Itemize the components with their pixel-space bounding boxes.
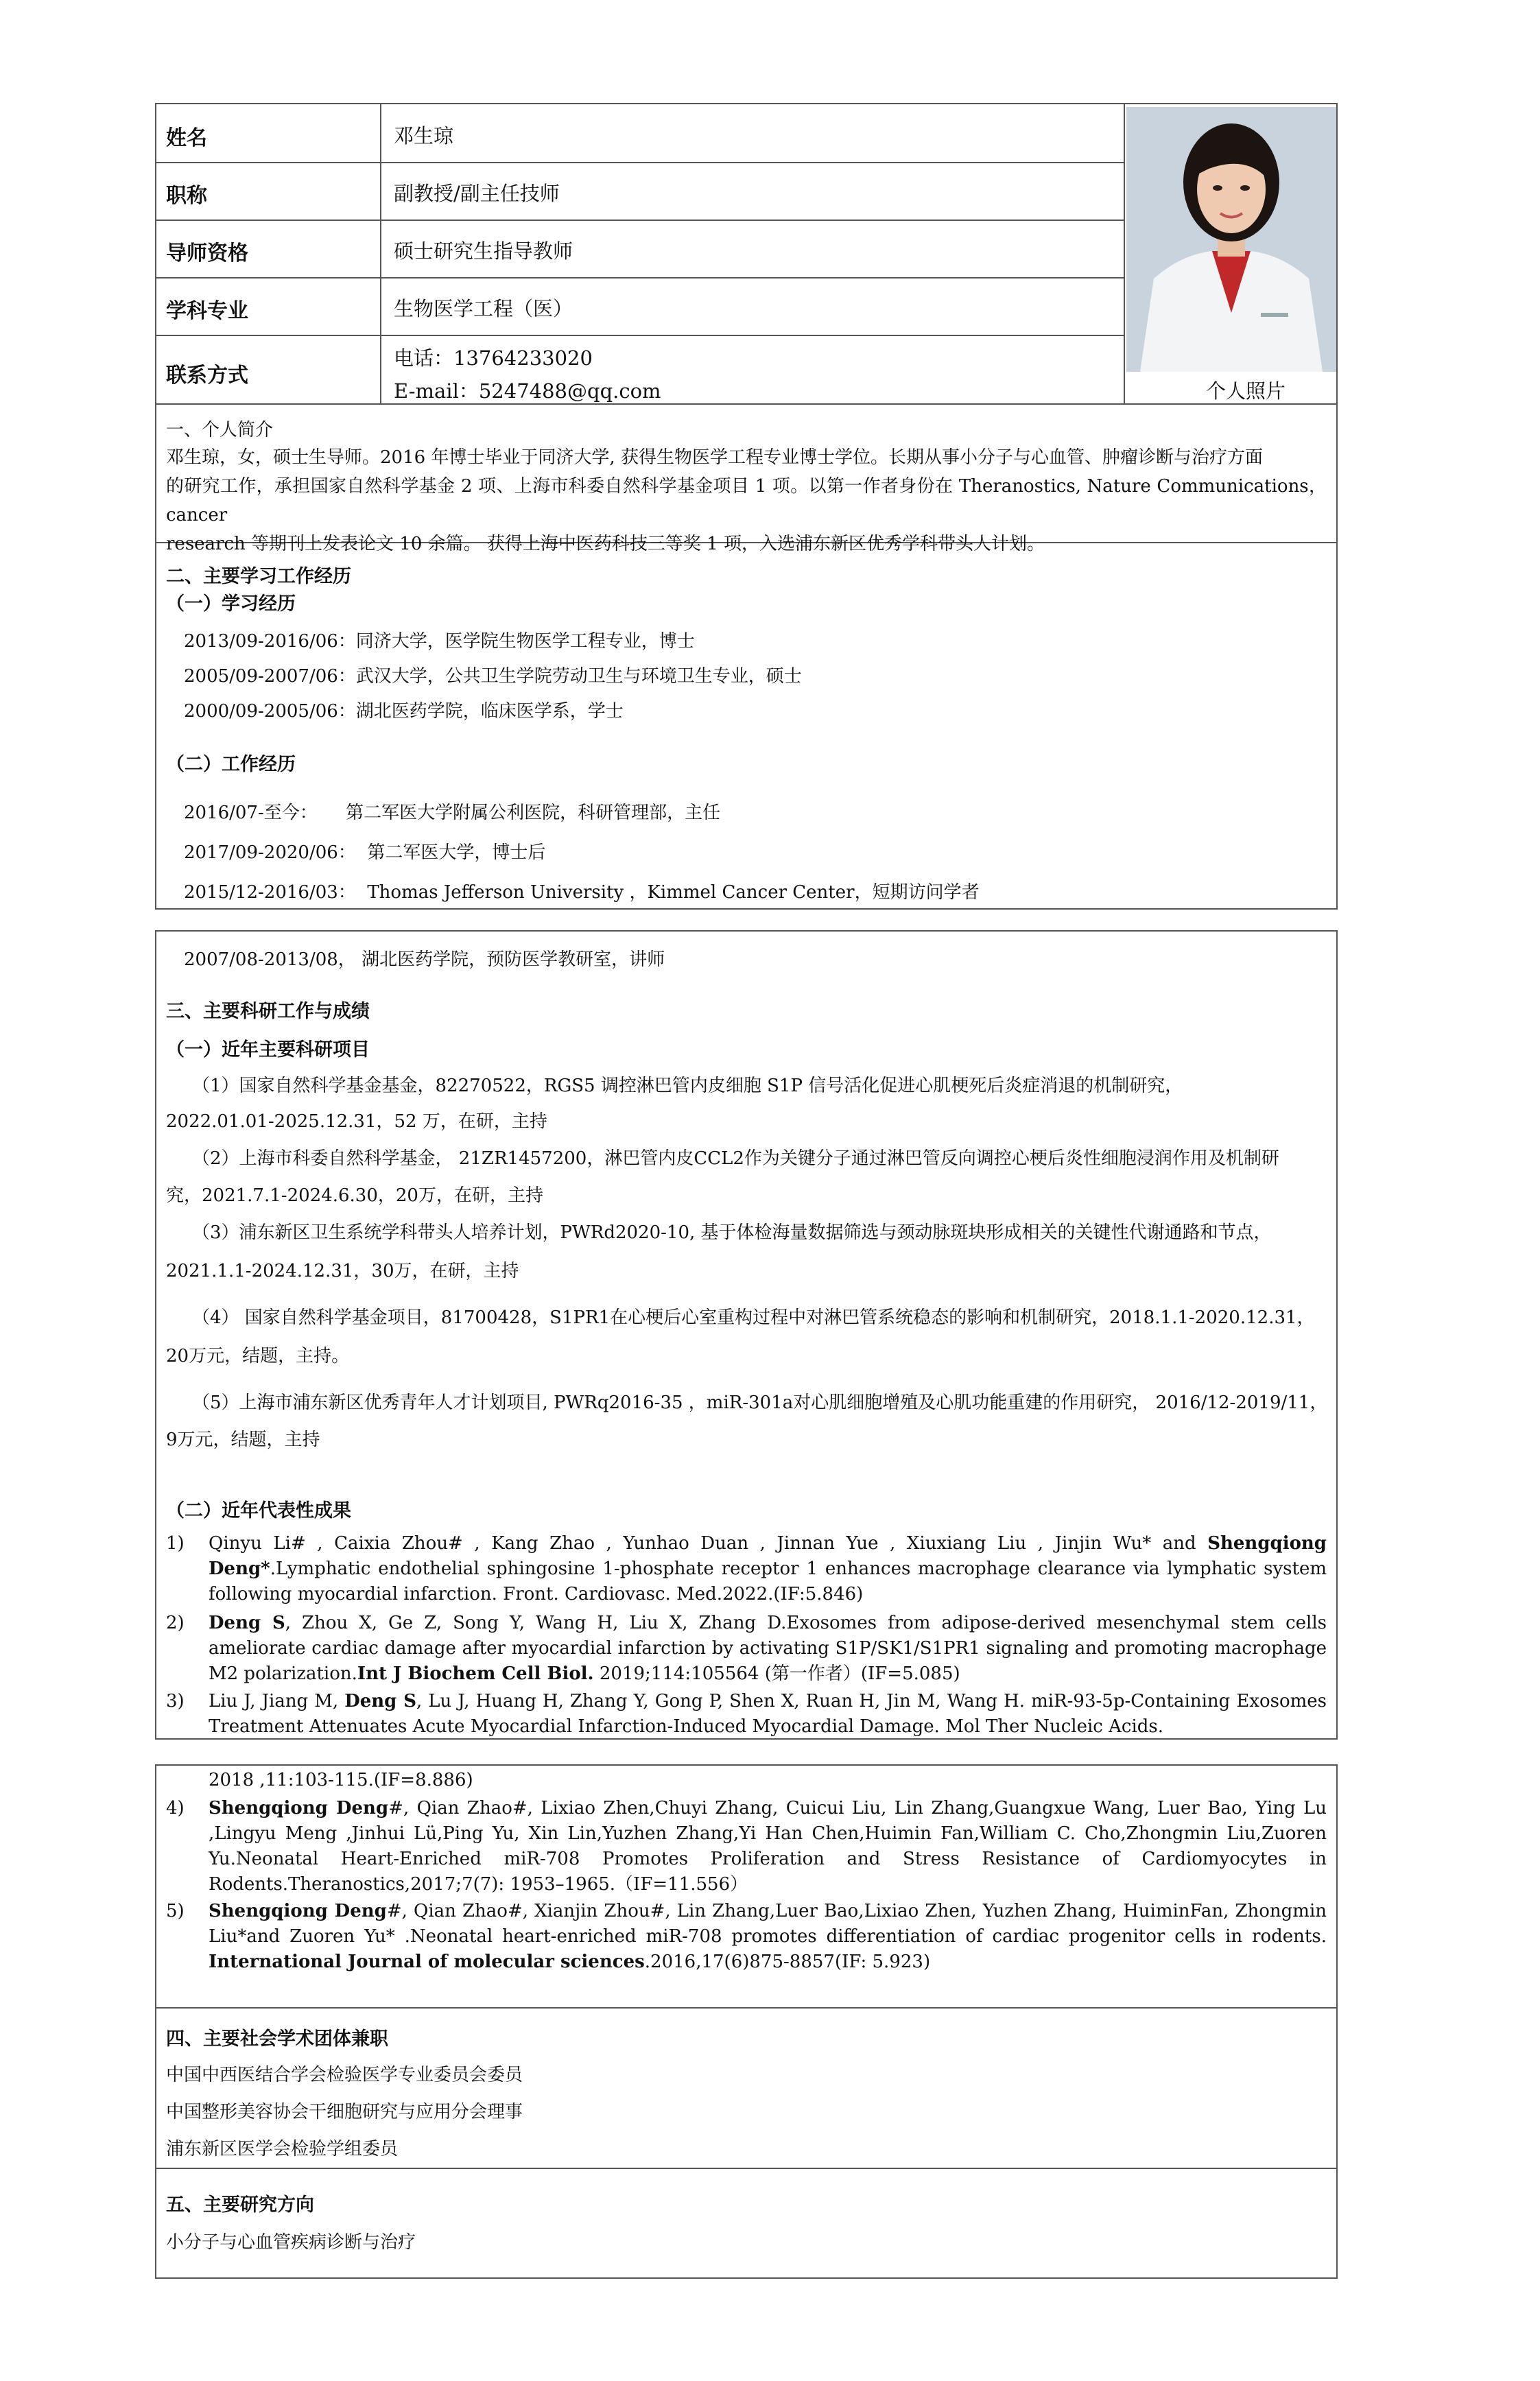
pub-number: 4)	[166, 1798, 185, 1819]
photo-caption: 个人照片	[1206, 379, 1286, 403]
major-value: 生物医学工程（医）	[394, 297, 573, 320]
project-item: （4） 国家自然科学基金项目，81700428，S1PR1在心梗后心室重构过程中对淋巴管系统稳态的影响和机制研究，2018.1.1-2020.12.31，	[192, 1307, 1315, 1328]
name-label: 姓名	[166, 126, 207, 150]
research-heading: 三、主要科研工作与成绩	[166, 1001, 370, 1022]
pubs-heading: （二）近年代表性成果	[166, 1500, 351, 1521]
project-item: （1）国家自然科学基金基金，82270522，RGS5 调控淋巴管内皮细胞 S1P 信号活化促进心肌梗死后炎症消退的机制研究，	[192, 1076, 1183, 1096]
project-item-cont: 9万元，结题，主持	[166, 1430, 320, 1450]
supervisor-value: 硕士研究生指导教师	[394, 239, 573, 263]
intro-body	[166, 443, 1327, 558]
pub-number: 1)	[166, 1533, 185, 1554]
continuation-section	[155, 1764, 1338, 2279]
project-item-cont: 2022.01.01-2025.12.31，52 万，在研，主持	[166, 1111, 547, 1132]
societies-heading: 四、主要社会学术团体兼职	[166, 2028, 388, 2050]
experience-heading: 二、主要学习工作经历	[166, 566, 351, 587]
study-item: 2000/09-2005/06：湖北医药学院，临床医学系，学士	[184, 701, 624, 722]
phone-value: 电话：13764233020	[394, 346, 593, 370]
name-value: 邓生琼	[394, 124, 454, 147]
society-item: 中国整形美容协会干细胞研究与应用分会理事	[166, 2102, 523, 2122]
study-item: 2005/09-2007/06：武汉大学，公共卫生学院劳动卫生与环境卫生专业，硕士	[184, 666, 802, 687]
work-heading: （二）工作经历	[166, 754, 296, 775]
projects-heading: （一）近年主要科研项目	[166, 1039, 370, 1061]
profile-section	[155, 103, 1338, 910]
pub-item: 2) Deng S, Zhou X, Ge Z, Song Y, Wang H, Liu X, Zhang D.Exosomes from adipose-derived mesenchymal stem cells ameliorate cardiac damage after myocardial infarction by activating S1P/SK1/S1PR1 signaling and promoting macrophage M2 polarization.Int J Biochem Cell Biol. 2019;114:105564 (第一作者）(IF=5.085)	[166, 1611, 1327, 1687]
major-label: 学科专业	[166, 299, 248, 323]
work-item: 2017/09-2020/06： 第二军医大学，博士后	[184, 842, 546, 863]
intro-heading: 一、个人简介	[166, 420, 274, 440]
project-item-cont: 20万元，结题，主持。	[166, 1346, 350, 1366]
study-item: 2013/09-2016/06：同济大学，医学院生物医学工程专业，博士	[184, 631, 695, 652]
pub-item: 4) Shengqiong Deng#, Qian Zhao#, Lixiao Zhen,Chuyi Zhang, Cuicui Liu, Lin Zhang,Guangxue Wang, Luer Bao, Ying Lu ,Lingyu Meng ,Jinhui Lü,Ping Yu, Xin Lin,Yuzhen Zhang,Yi Han Chen,Huimin Fan,William C. Cho,Zhongmin Liu,Zuoren Yu.Neonatal Heart-Enriched miR-708 Promotes Proliferation and Stress Resistance of Cardiomyocytes in Rodents.Theranostics,2017;7(7): 1953–1965.（IF=11.556）	[166, 1796, 1327, 1897]
research-section	[155, 930, 1338, 1740]
intro-line: 的研究工作，承担国家自然科学基金 2 项、上海市科委自然科学基金项目 1 项。以第一作者身份在 Theranostics, Nature Communications，cancer	[166, 476, 1327, 525]
title-value: 副教授/副主任技师	[394, 182, 560, 205]
intro-line: 邓生琼，女，硕士生导师。2016 年博士毕业于同济大学, 获得生物医学工程专业博士学位。长期从事小分子与心血管、肿瘤诊断与治疗方面	[166, 447, 1263, 468]
intro-line: research 等期刊上发表论文 10 余篇。 获得上海中医药科技三等奖 1 项，入选浦东新区优秀学科带头人计划。	[166, 534, 1045, 554]
project-item: （2）上海市科委自然科学基金， 21ZR1457200，淋巴管内皮CCL2作为关键分子通过淋巴管反向调控心梗后炎性细胞浸润作用及机制研	[192, 1148, 1279, 1169]
pub-number: 3)	[166, 1691, 185, 1711]
society-item: 浦东新区医学会检验学组委员	[166, 2139, 399, 2159]
pub-author: Shengqiong Deng*	[209, 1533, 1327, 1579]
study-heading: （一）学习经历	[166, 593, 296, 615]
direction-text: 小分子与心血管疾病诊断与治疗	[166, 2232, 416, 2253]
society-item: 中国中西医结合学会检验医学专业委员会委员	[166, 2065, 523, 2085]
project-item-cont: 2021.1.1-2024.12.31，30万，在研，主持	[166, 1261, 519, 1281]
pub-journal: Int J Biochem Cell Biol.	[357, 1663, 594, 1684]
profile-photo	[1126, 107, 1336, 372]
work-item: 2015/12-2016/03： Thomas Jefferson University ，Kimmel Cancer Center，短期访问学者	[184, 882, 980, 903]
pub-number: 2)	[166, 1613, 185, 1633]
project-item-cont: 究，2021.7.1-2024.6.30，20万，在研，主持	[166, 1185, 543, 1206]
email-value[interactable]: E-mail：5247488@qq.com	[394, 379, 661, 403]
supervisor-label: 导师资格	[166, 241, 248, 265]
work-item: 2016/07-至今： 第二军医大学附属公利医院，科研管理部，主任	[184, 803, 721, 823]
project-item: （5）上海市浦东新区优秀青年人才计划项目, PWRq2016-35 ，miR-301a对心肌细胞增殖及心肌功能重建的作用研究， 2016/12-2019/11，	[192, 1393, 1328, 1413]
pub-item: 3) Liu J, Jiang M, Deng S, Lu J, Huang H, Zhang Y, Gong P, Shen X, Ruan H, Jin M, Wang H. miR-93-5p-Containing Exosomes Treatment Attenuates Acute Myocardial Infarction-Induced Myocardial Damage. Mol Ther Nucleic Acids.	[166, 1689, 1327, 1740]
pub-item: 1) Qinyu Li# , Caixia Zhou# , Kang Zhao , Yunhao Duan , Jinnan Yue , Xiuxiang Liu , Jinjin Wu* and Shengqiong Deng*.Lymphatic endothelial sphingosine 1-phosphate receptor 1 enhances macrophage clearance via lymphatic system following myocardial infarction. Front. Cardiovasc. Med.2022.(IF:5.846)	[166, 1531, 1327, 1607]
pub-item-cont: 2018 ,11:103-115.(IF=8.886)	[209, 1770, 473, 1790]
pub-author: Shengqiong Deng	[209, 1798, 389, 1819]
pub-author: Deng S	[209, 1613, 285, 1633]
pub-author: Shengqiong Deng	[209, 1901, 387, 1921]
pub-author: Deng S	[344, 1691, 416, 1711]
work-item: 2007/08-2013/08， 湖北医药学院，预防医学教研室，讲师	[184, 949, 665, 970]
contact-label: 联系方式	[166, 364, 248, 388]
pub-item: 5) Shengqiong Deng#, Qian Zhao#, Xianjin Zhou#, Lin Zhang,Luer Bao,Lixiao Zhen, Yuzhen Zhang, HuiminFan, Zhongmin Liu*and Zuoren Yu* .Neonatal heart-enriched miR-708 promotes differentiation of cardiac progenitor cells in rodents. International Journal of molecular sciences.2016,17(6)875-8857(IF: 5.923)	[166, 1899, 1327, 1975]
title-label: 职称	[166, 184, 207, 208]
project-item: （3）浦东新区卫生系统学科带头人培养计划，PWRd2020-10, 基于体检海量数据筛选与颈动脉斑块形成相关的关键性代谢通路和节点，	[192, 1222, 1272, 1243]
pub-number: 5)	[166, 1901, 185, 1921]
pub-journal: International Journal of molecular sciences	[209, 1952, 645, 1972]
direction-heading: 五、主要研究方向	[166, 2194, 314, 2216]
